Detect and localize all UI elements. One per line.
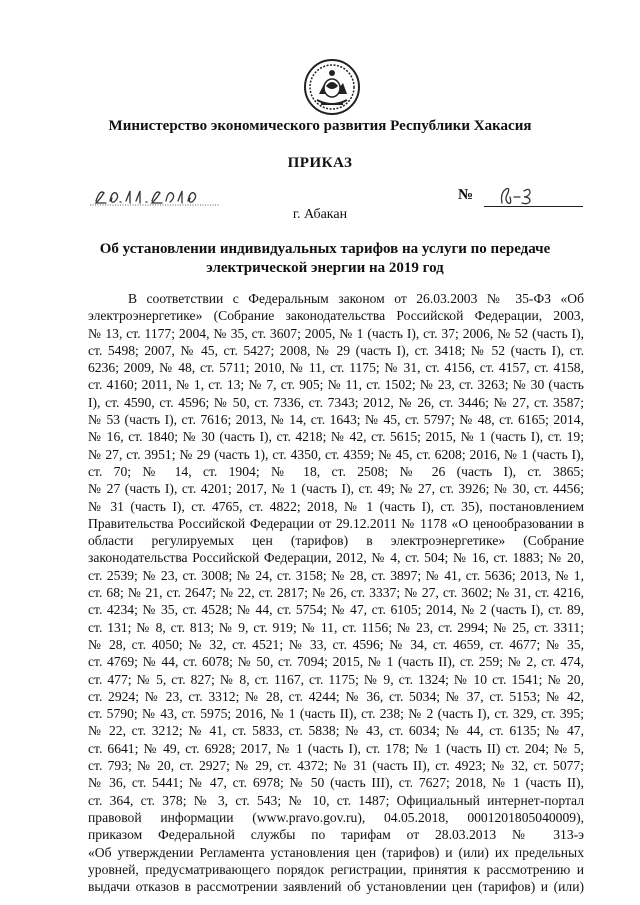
body-line: № 28, ст. 4050; № 32, ст. 4521; № 33, ст. 4596; № 34, ст. 4659, ст. 4677; № 35, [88,636,584,652]
subject-line-1: Об установлении индивидуальных тарифов на услуги по передаче [99,241,551,257]
body-line: выдачи отказов в рассмотрении заявлений об установлении цен (тарифов) и (или) [88,879,584,895]
handwritten-number [498,183,538,207]
body-line: № 27 (часть I), ст. 4201; 2017, № 1 (часть I), ст. 49; № 27, ст. 3926; № 30, ст. 4456; [88,481,584,497]
body-line: области регулируемых цен (тарифов) в электроэнергетике» (Собрание [88,533,584,549]
body-line: ст. 793; № 20, ст. 2927; № 29, ст. 4372; № 31 (часть II), ст. 4923; № 32, ст. 5077; [88,758,584,774]
body-line: ст. 2539; № 23, ст. 3008; № 24, ст. 3158; № 28, ст. 3897; № 41, ст. 5636; 2013, № 1, [88,567,584,583]
body-line: № 36, ст. 5441; № 47, ст. 6978; № 50 (часть III), ст. 7627; 2018, № 1 (часть II), [88,775,584,791]
city-line: г. Абакан [292,207,348,222]
body-line: № 22, ст. 3212; № 41, ст. 5833, ст. 5838; № 43, ст. 6034; № 44, ст. 6135; № 47, [88,723,584,739]
body-line: уровней, предусматривающего порядок регистрации, принятия к рассмотрению и [88,861,584,877]
body-line: № 31 (часть I), ст. 4765, ст. 4822; 2018, № 1 (часть I), ст. 35), постановлением [88,498,584,514]
body-line: ст. 70; № 14, ст. 1904; № 18, ст. 2508; № 26 (часть I), ст. 3865; [88,463,584,479]
body-line: ст. 5790; № 43, ст. 5975; 2016, № 1 (часть II), ст. 238; № 2 (часть I), ст. 329, ст. 395; [88,706,584,722]
document-type-title: ПРИКАЗ [287,155,353,171]
body-line: № 16, ст. 1840; № 30 (часть I), ст. 4218; № 42, ст. 5615; 2015, № 1 (часть I), ст. 19; [88,429,584,445]
subject-line-2: электрической энергии на 2019 год [206,260,444,276]
body-line: № 27, ст. 3951; № 29 (часть 1), ст. 4350, ст. 4359; № 45, ст. 6208; 2016, № 1 (часть I), [88,446,584,462]
body-line: законодательства Российской Федерации, 2012, № 4, ст. 504; № 16, ст. 1883; № 20, [88,550,584,566]
body-line: ст. 6641; № 49, ст. 6928; 2017, № 1 (часть I), ст. 178; № 1 (часть II) ст. 204; № 5, [88,740,584,756]
body-line: приказом Федеральной службы по тарифам от 28.03.2013 № 313-э [88,827,584,843]
body-line: ст. 131; № 8, ст. 813; № 9, ст. 919; № 11, ст. 1156; № 23, ст. 2994; № 25, ст. 3311; [88,619,584,635]
body-line: ст. 4769; № 44, ст. 6078; № 50, ст. 7094; 2015, № 1 (часть II), ст. 259; № 2, ст. 474, [88,654,584,670]
order-subject [95,240,555,278]
body-line: В соответствии с Федеральным законом от 26.03.2003 № 35-ФЗ «Об [128,291,584,306]
body-line: ст. 4160; 2011, № 1, ст. 13; № 7, ст. 905; № 11, ст. 1502; № 23, ст. 3263; № 30 (часть [88,377,584,393]
body-line: ст. 5498; 2007, № 45, ст. 5427; 2008, № 29 (часть I), ст. 3418; № 52 (часть I), ст. [88,342,584,358]
ministry-name: Министерство экономического развития Республики Хакасия [108,118,532,134]
body-line: ст. 4234; № 35, ст. 4528; № 44, ст. 5754; № 47, ст. 6105; 2014, № 2 (часть I), ст. 89, [88,602,584,618]
number-sign: № [458,187,474,203]
body-line: I), ст. 4590, ст. 4596; № 50, ст. 7336, ст. 7343; 2012, № 26, ст. 3446; № 27, ст. 3587; [88,394,584,410]
body-line: ст. 364, ст. 378; № 3, ст. 543; № 10, ст. 1487; Официальный интернет-портал [88,792,584,808]
body-line: № 53 (часть I), ст. 7616; 2013, № 14, ст. 1643; № 45, ст. 5797; № 48, ст. 6165; 2014, [88,412,584,428]
body-line: электроэнергетике» (Собрание законодательства Российской Федерации, 2003, [88,308,584,324]
body-line: 6236; 2009, № 48, ст. 5711; 2010, № 11, ст. 1175; № 31, ст. 4156, ст. 4157, ст. 4158, [88,360,584,376]
body-paragraph [88,290,584,895]
body-line: правовой информации (www.pravo.gov.ru), 04.05.2018, 0001201805040009), [88,809,584,825]
order-number [458,187,583,209]
coat-of-arms-icon [303,58,361,116]
body-line: № 13, ст. 1177; 2004, № 35, ст. 3607; 2005, № 1 (часть I), ст. 37; 2006, № 52 (часть I), [88,325,584,341]
body-line: Правительства Российской Федерации от 29.12.2011 № 1178 «О ценообразовании в [88,515,584,531]
body-line: «Об утверждении Регламента установления цен (тарифов) и (или) их предельных [88,844,584,860]
body-line: ст. 2924; № 23, ст. 3312; № 28, ст. 4244; № 36, ст. 5034; № 37, ст. 5153; № 42, [88,688,584,704]
body-line: ст. 68; № 21, ст. 2647; № 22, ст. 2817; № 26, ст. 3337; № 27, ст. 3602; № 31, ст. 4216, [88,585,584,601]
body-line: ст. 477; № 5, ст. 827; № 8, ст. 1167, ст. 1175; № 9, ст. 1324; № 10 ст. 1541; № 20, [88,671,584,687]
